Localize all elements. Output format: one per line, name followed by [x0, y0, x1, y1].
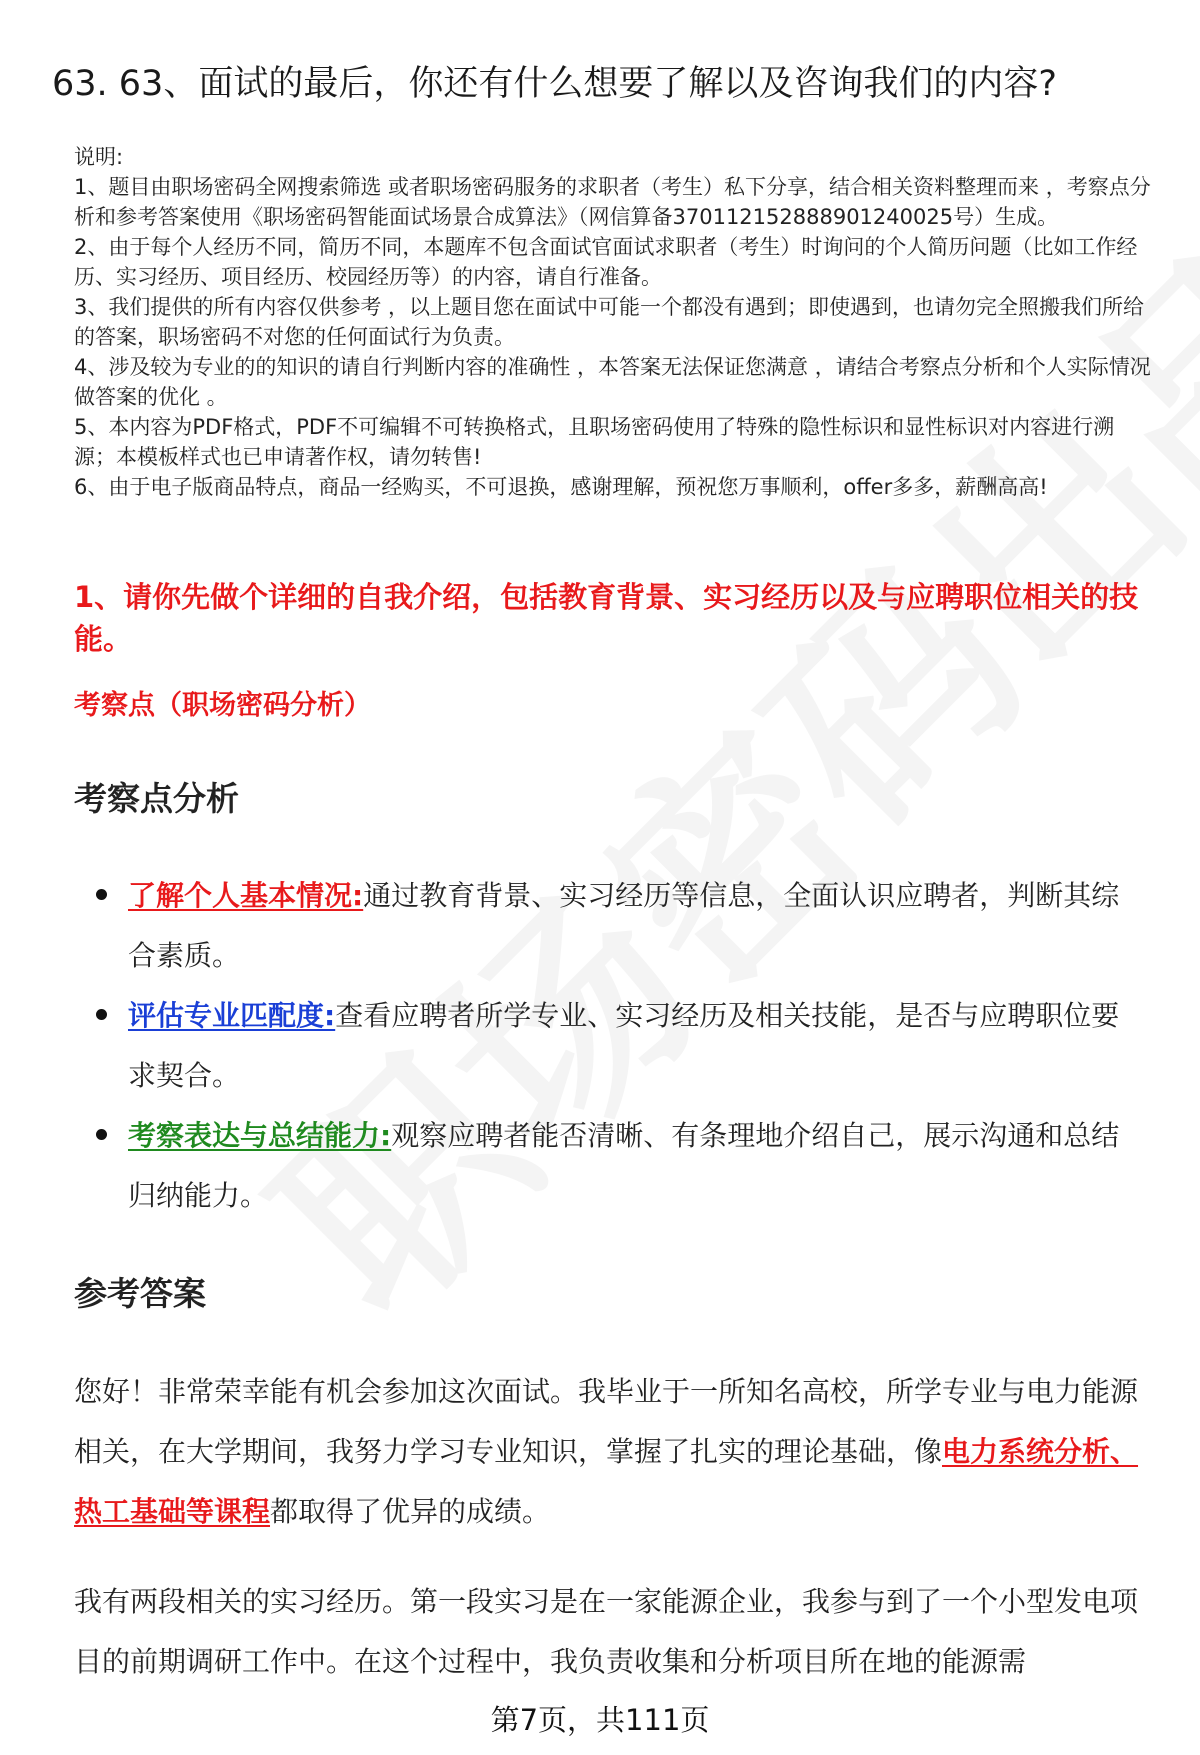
note-item: 1、题目由职场密码全网搜索筛选 或者职场密码服务的求职者（考生）私下分享，结合相关资料整理而来 ，考察点分析和参考答案使用《职场密码智能面试场景合成算法》（网信算备370112152888901240025号）生成。	[74, 175, 1151, 229]
analysis-key: 评估专业匹配度:	[128, 999, 336, 1032]
analysis-item	[96, 866, 1146, 986]
question-heading: 1、请你先做个详细的自我介绍，包括教育背景、实习经历以及与应聘职位相关的技能。	[74, 580, 1139, 656]
answer-highlight: 电力系统分析、热工基础等课程	[74, 1435, 1139, 1528]
note-item: 2、由于每个人经历不同，简历不同，本题库不包含面试官面试求职者（考生）时询问的个人简历问题（比如工作经历、实习经历、项目经历、校园经历等）的内容，请自行准备。	[74, 235, 1138, 289]
analysis-key: 了解个人基本情况:	[128, 879, 364, 912]
answer-text: 都取得了优异的成绩。	[270, 1495, 551, 1528]
page-title: 63. 63、面试的最后，你还有什么想要了解以及咨询我们的内容?	[52, 64, 1057, 104]
analysis-item	[96, 1106, 1146, 1226]
focus-label: 考察点（职场密码分析）	[74, 690, 371, 721]
analysis-item	[96, 986, 1146, 1106]
answer-text: 您好！非常荣幸能有机会参加这次面试。我毕业于一所知名高校，所学专业与电力能源相关，在大学期间，我努力学习专业知识，掌握了扎实的理论基础，像	[74, 1375, 1139, 1468]
analysis-heading: 考察点分析	[74, 779, 239, 818]
bullet-icon	[96, 1129, 107, 1140]
answer-paragraph: 我有两段相关的实习经历。第一段实习是在一家能源企业，我参与到了一个小型发电项目的前期调研工作中。在这个过程中，我负责收集和分析项目所在地的能源需	[74, 1585, 1139, 1678]
note-item: 6、由于电子版商品特点，商品一经购买，不可退换，感谢理解，预祝您万事顺利，offer多多，薪酬高高!	[74, 475, 1048, 499]
answer-heading: 参考答案	[74, 1274, 206, 1313]
analysis-text: 观察应聘者能否清晰、有条理地介绍自己，展示沟通和总结归纳能力。	[128, 1119, 1120, 1212]
analysis-text: 查看应聘者所学专业、实习经历及相关技能，是否与应聘职位要求契合。	[128, 999, 1120, 1092]
page-number: 第7页，共111页	[490, 1703, 710, 1737]
note-item: 3、我们提供的所有内容仅供参考 ，以上题目您在面试中可能一个都没有遇到；即使遇到，也请勿完全照搬我们所给的答案，职场密码不对您的任何面试行为负责。	[74, 295, 1145, 349]
note-item: 4、涉及较为专业的的知识的请自行判断内容的准确性 ，本答案无法保证您满意 ，请结合考察点分析和个人实际情况做答案的优化 。	[74, 355, 1151, 409]
bullet-icon	[96, 889, 107, 900]
bullet-icon	[96, 1009, 107, 1020]
note-item: 5、本内容为PDF格式，PDF不可编辑不可转换格式，且职场密码使用了特殊的隐性标识和显性标识对内容进行溯源；本模板样式也已申请著作权，请勿转售!	[74, 415, 1115, 469]
answer-paragraph	[74, 1362, 1149, 1542]
notes-block	[74, 142, 1154, 502]
analysis-key: 考察表达与总结能力:	[128, 1119, 392, 1152]
analysis-list	[96, 866, 1146, 1226]
analysis-text: 通过教育背景、实习经历等信息，全面认识应聘者，判断其综合素质。	[128, 879, 1120, 972]
notes-heading: 说明:	[74, 145, 124, 169]
